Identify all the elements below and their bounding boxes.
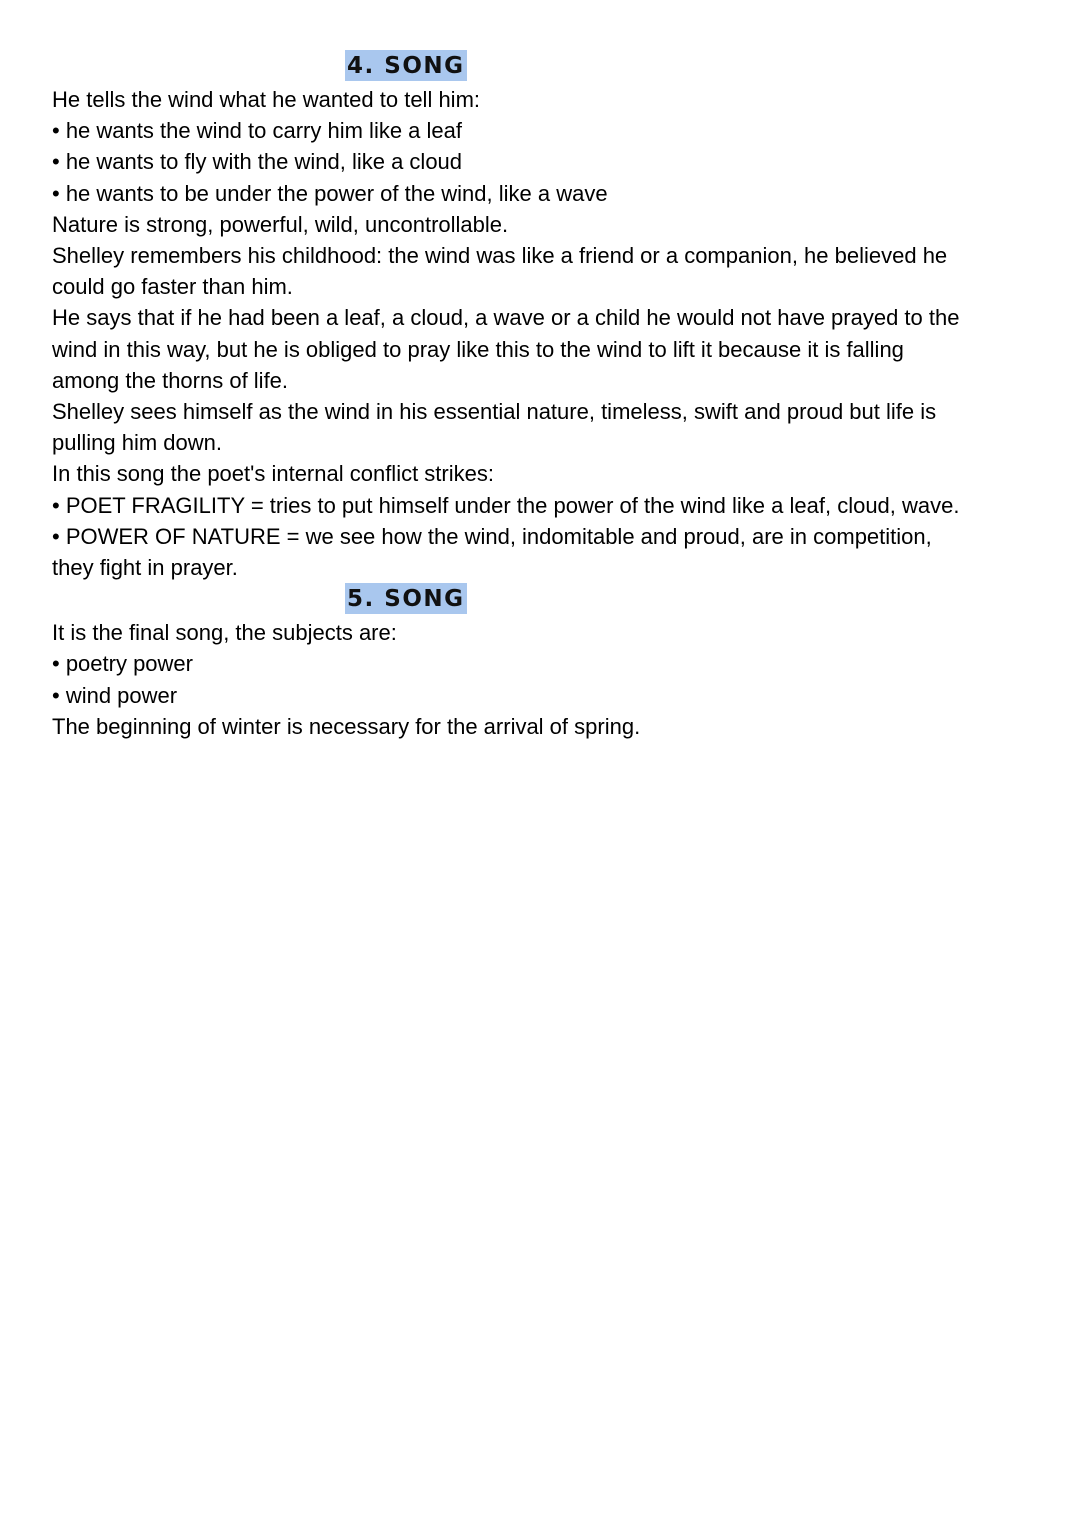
bullet-item: • he wants to fly with the wind, like a cloud <box>52 149 463 175</box>
text-line: they fight in prayer. <box>52 555 238 581</box>
text-line: He tells the wind what he wanted to tell him: <box>52 87 481 112</box>
text-line: It is the final song, the subjects are: <box>52 620 397 646</box>
text-line: wind in this way, but he is obliged to pray like this to the wind to lift it because it is falling <box>52 336 904 362</box>
text-line: pulling him down. <box>52 430 222 456</box>
bullet-item: • POET FRAGILITY = tries to put himself under the power of the wind like a leaf, cloud, wave. <box>52 492 960 518</box>
text-line: In this song the poet's internal conflict strikes: <box>52 461 494 487</box>
text-line: The beginning of winter is necessary for the arrival of spring. <box>52 713 641 739</box>
section-heading-row <box>52 583 1042 617</box>
text-line: could go faster than him. <box>52 274 293 300</box>
text-line: Shelley sees himself as the wind in his essential nature, timeless, swift and proud but life is <box>52 399 937 425</box>
bullet-item: • he wants to be under the power of the wind, like a wave <box>52 180 608 206</box>
text-line: Shelley remembers his childhood: the wind was like a friend or a companion, he believed he <box>52 243 948 269</box>
section-heading-song-5: 5. SONG <box>345 583 467 614</box>
bullet-item: • POWER OF NATURE = we see how the wind, indomitable and proud, are in competition, <box>52 523 932 549</box>
text-line: among the thorns of life. <box>52 367 289 393</box>
section-heading-song-4: 4. SONG <box>345 50 467 81</box>
text-line: He says that if he had been a leaf, a cloud, a wave or a child he would not have prayed to the <box>52 305 960 331</box>
document-content <box>52 50 1042 742</box>
bullet-item: • poetry power <box>52 651 193 677</box>
bullet-item: • he wants the wind to carry him like a leaf <box>52 118 462 144</box>
text-line: Nature is strong, powerful, wild, uncontrollable. <box>52 211 509 237</box>
section-heading-row <box>52 50 1042 84</box>
bullet-item: • wind power <box>52 682 178 708</box>
